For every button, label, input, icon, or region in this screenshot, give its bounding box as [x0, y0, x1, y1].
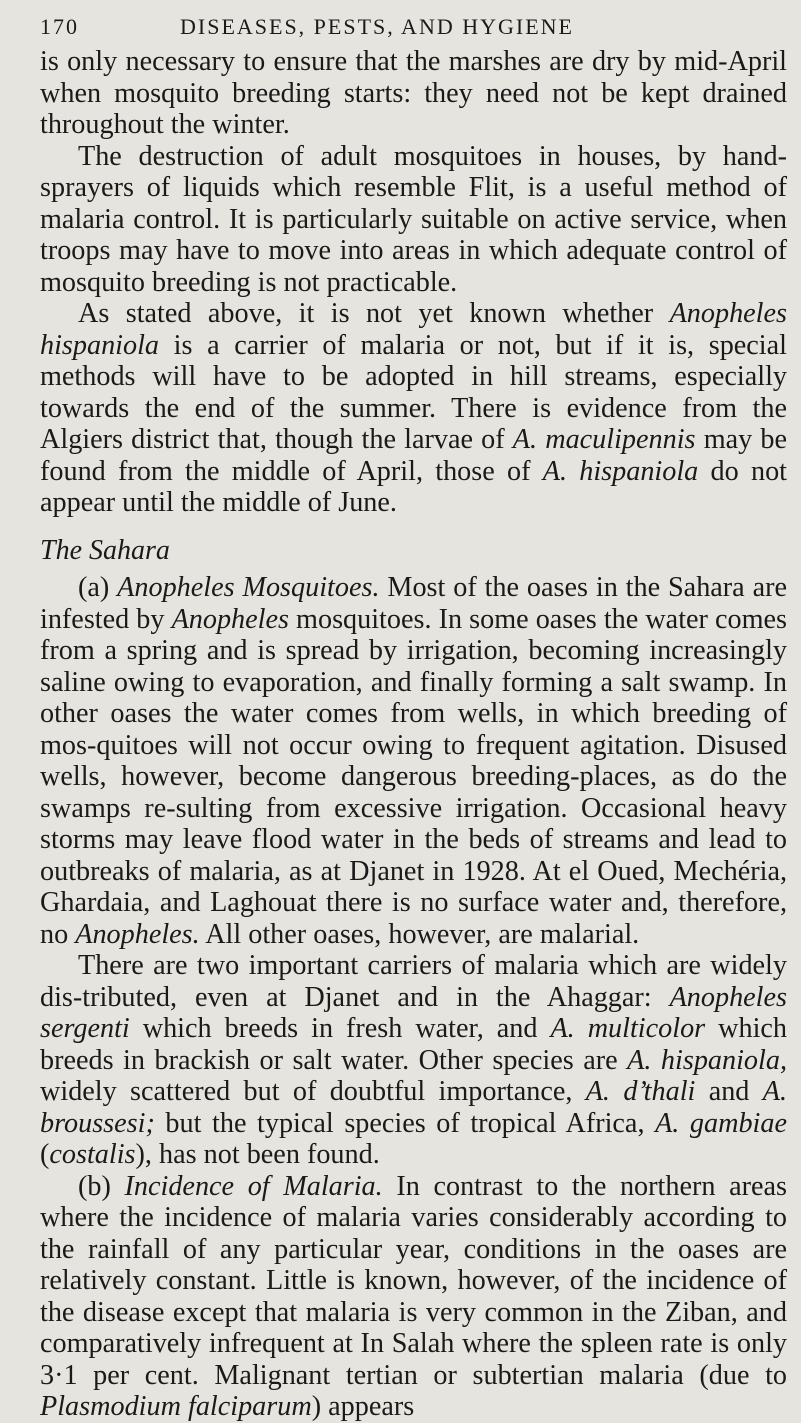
paragraph-hispaniola: As stated above, it is not yet known whether Anopheles hispaniola is a carrier of malaria or not, but if it is, special methods will have to be adopted in hill streams, especially towards the end of the summer. There is evidence from the Algiers district that, though the larvae of A. maculipennis may be found from the middle of April, those of A. hispaniola do not appear until the middle of June. [40, 298, 787, 518]
page-header: 170 DISEASES, PESTS, AND HYGIENE [40, 14, 574, 39]
section-heading: The Sahara [40, 534, 170, 566]
paragraph-continuation: is only necessary to ensure that the marshes are dry by mid-April when mosquito breeding starts: they need not be kept drained throughout the winter. [40, 46, 787, 140]
paragraph-anopheles-mosquitoes: (a) Anopheles Mosquitoes. Most of the oases in the Sahara are infested by Anopheles mosquitoes. In some oases the water comes from a spring and is spread by irrigation, becoming increasingly saline owing to evaporation, and finally forming a salt swamp. In other oases the water comes from wells, in which breeding of mos-quitoes will not occur owing to frequent agitation. Disused wells, however, become dangerous breeding-places, as do the swamps re-sulting from excessive irrigation. Occasional heavy storms may leave flood water in the beds of streams and lead to outbreaks of malaria, as at Djanet in 1928. At el Oued, Mechéria, Ghardaia, and Laghouat there is no surface water and, therefore, no Anopheles. All other oases, however, are malarial. [40, 572, 787, 950]
paragraph-adult-mosquitoes: The destruction of adult mosquitoes in houses, by hand-sprayers of liquids which resemble Flit, is a useful method of malaria control. It is particularly suitable on active service, when troops may have to move into areas in which adequate control of mosquito breeding is not practicable. [40, 140, 787, 298]
paragraph-carriers: There are two important carriers of malaria which are widely dis-tributed, even at Djanet and in the Ahaggar: Anopheles sergenti which breeds in fresh water, and A. multicolor which breeds in brackish or salt water. Other species are A. hispaniola, widely scattered but of doubtful importance, A. d’thali and A. broussesi; but the typical species of tropical Africa, A. gambiae (costalis), has not been found. [40, 950, 788, 1170]
paragraph-incidence-of-malaria: (b) Incidence of Malaria. In contrast to the northern areas where the incidence of malaria varies considerably according to the rainfall of any particular year, conditions in the oases are relatively constant. Little is known, however, of the incidence of the disease except that malaria is very common in the Ziban, and comparatively infrequent at In Salah where the spleen rate is only 3·1 per cent. Malignant tertian or subtertian malaria (due to Plasmodium falciparum) appears [40, 1170, 787, 1422]
running-head: DISEASES, PESTS, AND HYGIENE [180, 14, 574, 39]
body-text [40, 46, 787, 1423]
